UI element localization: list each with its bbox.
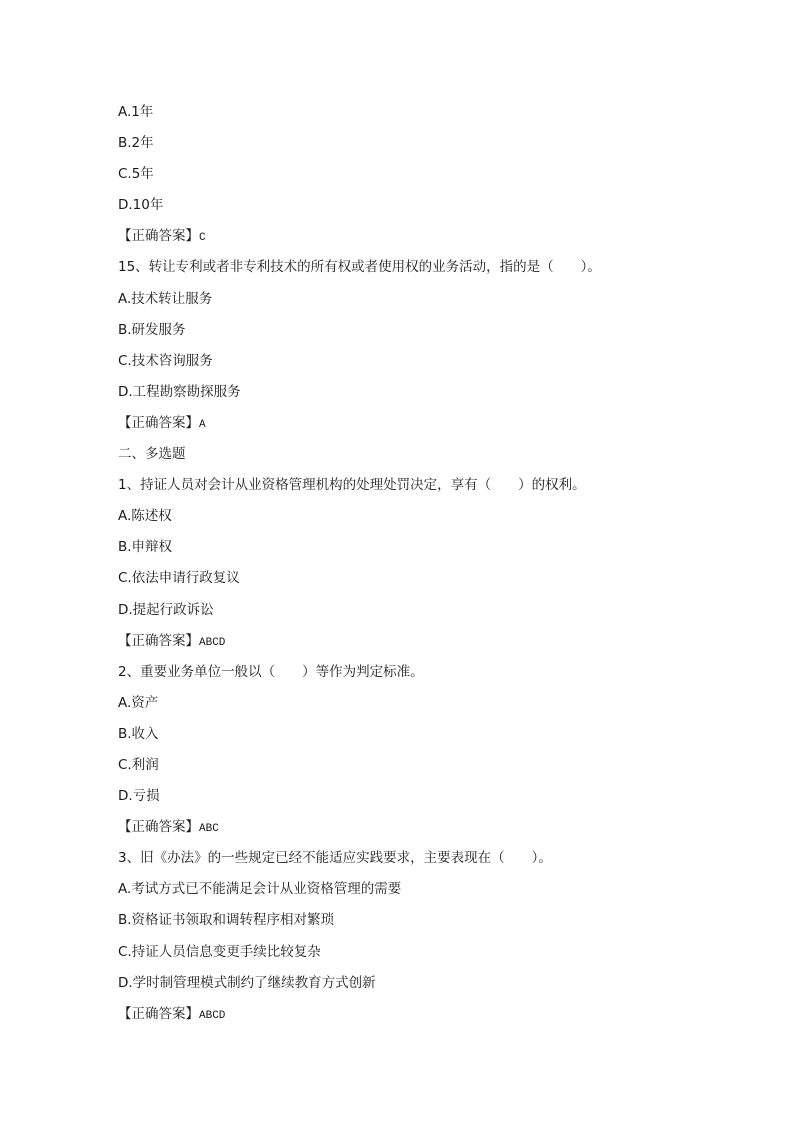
option-a: A.陈述权: [118, 508, 172, 525]
answer-label: 【正确答案】: [118, 632, 199, 649]
option-d: D.提起行政诉讼: [118, 601, 214, 618]
option-d: D.工程勘察勘探服务: [118, 383, 241, 400]
answer-line: [118, 816, 718, 847]
answer-label: 【正确答案】: [118, 414, 199, 431]
answer-line: [118, 412, 718, 443]
option-a: A.资产: [118, 694, 159, 711]
option-d: D.10年: [118, 197, 164, 214]
answer-label: 【正确答案】: [118, 1005, 199, 1022]
question-text: 15、转让专利或者非专利技术的所有权或者使用权的业务活动，指的是（ ）。: [118, 259, 601, 276]
document-page: [118, 101, 718, 1034]
question-text: 3、旧《办法》的一些规定已经不能适应实践要求，主要表现在（ ）。: [118, 850, 552, 867]
option-b: B.收入: [118, 725, 159, 742]
answer-value: A: [199, 418, 206, 431]
option-c: C.5年: [118, 166, 154, 183]
answer-value: ABCD: [199, 1009, 226, 1022]
option-c: C.技术咨询服务: [118, 352, 213, 369]
answer-label: 【正确答案】: [118, 228, 199, 245]
option-a: A.技术转让服务: [118, 290, 213, 307]
answer-label: 【正确答案】: [118, 819, 199, 836]
option-c: C.持证人员信息变更手续比较复杂: [118, 943, 321, 960]
option-c: C.利润: [118, 756, 159, 773]
option-b: B.申辩权: [118, 539, 173, 556]
question-text: 2、重要业务单位一般以（ ）等作为判定标准。: [118, 663, 424, 680]
option-b: B.2年: [118, 135, 154, 152]
answer-line: [118, 1003, 718, 1034]
option-d: D.学时制管理模式制约了继续教育方式创新: [118, 974, 376, 991]
option-a: A.1年: [118, 104, 154, 120]
answer-value: ABC: [199, 823, 219, 836]
option-c: C.依法申请行政复议: [118, 570, 240, 587]
section-heading: 二、多选题: [118, 446, 186, 463]
answer-line: [118, 630, 718, 661]
answer-value: ABCD: [199, 636, 226, 649]
option-b: B.研发服务: [118, 321, 186, 338]
answer-value: C: [199, 232, 206, 245]
answer-line: [118, 225, 718, 256]
option-a: A.考试方式已不能满足会计从业资格管理的需要: [118, 881, 402, 898]
option-d: D.亏损: [118, 788, 160, 805]
question-text: 1、持证人员对会计从业资格管理机构的处理处罚决定，享有（ ）的权利。: [118, 477, 586, 494]
option-b: B.资格证书领取和调转程序相对繁琐: [118, 912, 335, 929]
